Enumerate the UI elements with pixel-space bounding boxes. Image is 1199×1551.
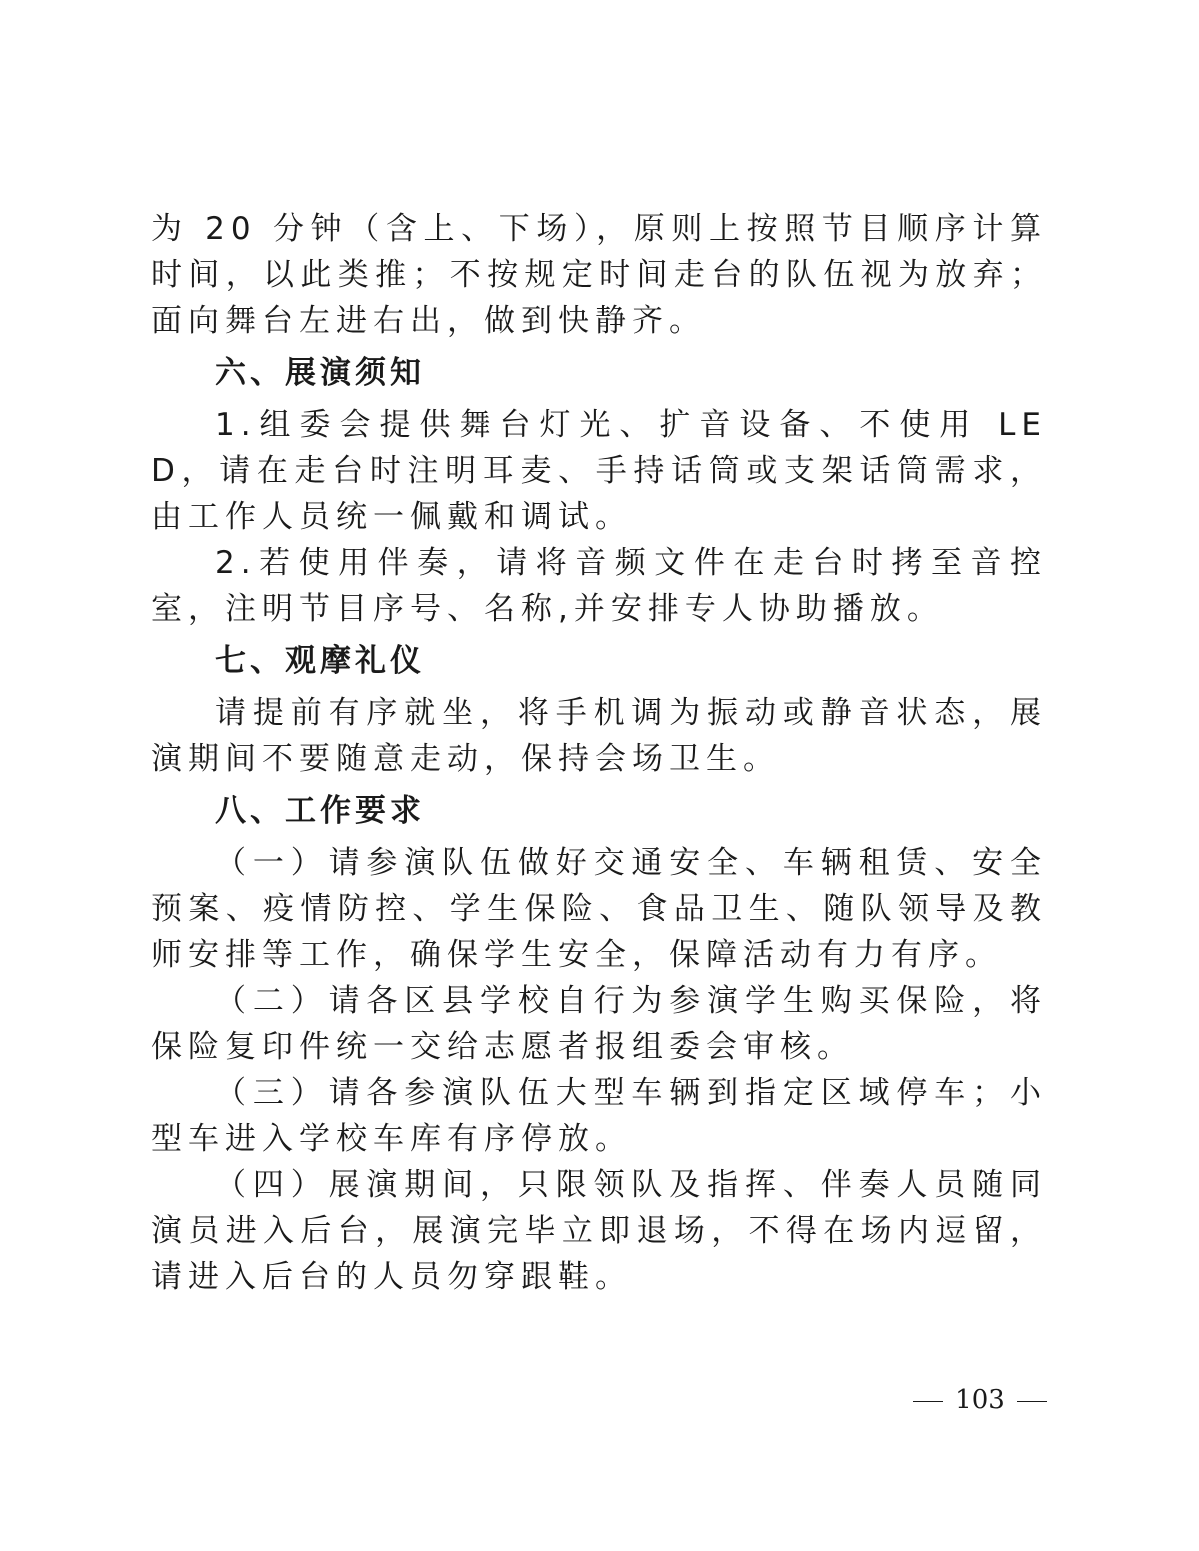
paragraph-8-1: （一）请参演队伍做好交通安全、车辆租赁、安全预案、疫情防控、学生保险、食品卫生、随队领导及教师安排等工作，确保学生安全，保障活动有力有序。 [151,845,1047,973]
dash-left [913,1401,943,1402]
paragraph-7-1: 请提前有序就坐，将手机调为振动或静音状态，展演期间不要随意走动，保持会场卫生。 [151,695,1047,777]
page-number [900,1385,1060,1415]
section-heading-7: 七、观摩礼仪 [215,643,425,679]
paragraph-6-1: 1.组委会提供舞台灯光、扩音设备、不使用 LED，请在走台时注明耳麦、手持话筒或支架话筒需求，由工作人员统一佩戴和调试。 [151,407,1047,535]
paragraph-8-3: （三）请各参演队伍大型车辆到指定区域停车；小型车进入学校车库有序停放。 [151,1075,1047,1157]
document-body [151,206,1047,1300]
paragraph-8-2: （二）请各区县学校自行为参演学生购买保险，将保险复印件统一交给志愿者报组委会审核。 [151,983,1047,1065]
page-number-value: 103 [955,1385,1005,1415]
dash-right [1017,1401,1047,1402]
paragraph-continued: 为 20 分钟（含上、下场），原则上按照节目顺序计算时间，以此类推；不按规定时间走台的队伍视为放弃；面向舞台左进右出，做到快静齐。 [151,211,1047,339]
paragraph-8-4: （四）展演期间，只限领队及指挥、伴奏人员随同演员进入后台，展演完毕立即退场，不得在场内逗留，请进入后台的人员勿穿跟鞋。 [151,1167,1047,1295]
paragraph-6-2: 2.若使用伴奏，请将音频文件在走台时拷至音控室，注明节目序号、名称,并安排专人协助播放。 [151,545,1047,627]
section-heading-6: 六、展演须知 [215,355,425,391]
section-heading-8: 八、工作要求 [215,793,425,829]
